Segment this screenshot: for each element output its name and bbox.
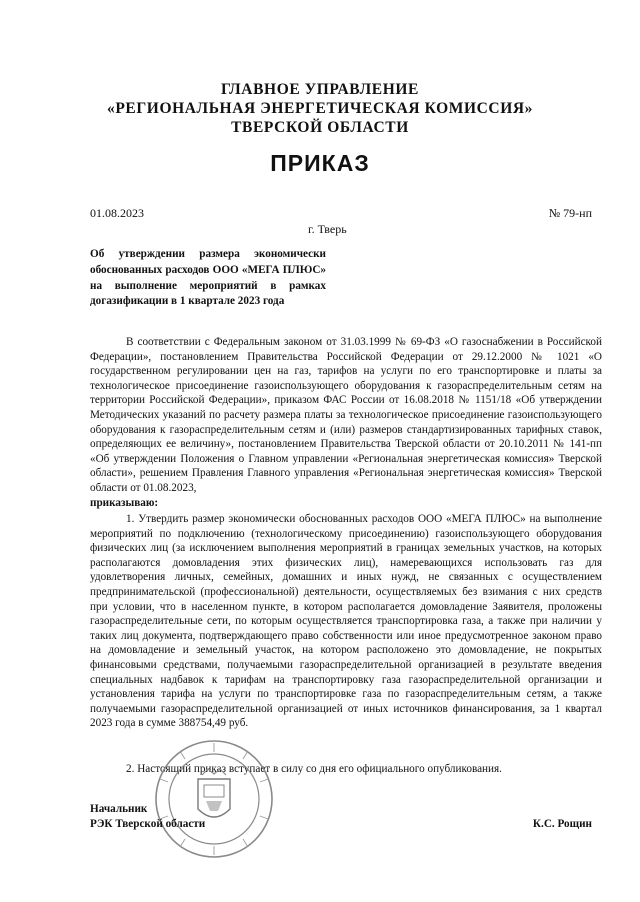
order-date: 01.08.2023 xyxy=(90,206,144,220)
org-name-line-2: «РЕГИОНАЛЬНАЯ ЭНЕРГЕТИЧЕСКАЯ КОМИССИЯ» xyxy=(106,100,534,117)
order-city: г. Тверь xyxy=(308,222,347,236)
order-directive-word: приказываю: xyxy=(90,497,159,509)
order-item-2: 2. Настоящий приказ вступает в силу со дня его официального опубликования. xyxy=(126,763,502,775)
document-type-title: ПРИКАЗ xyxy=(270,150,370,176)
order-number: № 79-нп xyxy=(548,206,592,220)
signatory-name: К.С. Рощин xyxy=(532,818,592,830)
preamble-paragraph: В соответствии с Федеральным законом от 31.03.1999 № 69-ФЗ «О газоснабжении в Российской Федерации», постановлением Правительства Российской Федерации от 29.12.2000 № 1021 «О государственном регулировании цен на газ, тарифов на услуги по его транспортировке и платы за технологическое присоединение газоиспользующего оборудования к газораспределительным сетям на территории Российской Федерации», приказом ФАС России от 16.08.2018 № 1151/18 «Об утверждении Методических указаний по расчету размера платы за технологическое присоединение газоиспользующего оборудования к газораспределительным сетям и (или) размеров стандартизированных тарифных ставок, определяющих ее величину», постановлением Правительства Тверской области от 20.10.2011 № 141-пп «Об утверждении Положения о Главном управлении «Региональная энергетическая комиссия» Тверской области», решением Правления Главного управления «Региональная энергетическая комиссия» Тверской области от 01.08.2023, xyxy=(90,336,602,494)
signatory-position-line-1: Начальник xyxy=(90,803,148,815)
org-name-line-1: ГЛАВНОЕ УПРАВЛЕНИЕ xyxy=(221,81,419,98)
order-item-1: 1. Утвердить размер экономически обоснованных расходов ООО «МЕГА ПЛЮС» на выполнение мероприятий по подключению (технологическому присоединению) газоиспользующего оборудования физических лиц (за исключением выполнения мероприятий в границах земельных участков, на которых располагаются домовладения этих физических лиц), намеревающихся использовать газ для удовлетворения личных, семейных, домашних и иных нужд, не связанных с осуществлением предпринимательской (профессиональной) деятельности, осуществляемых без взимания с них средств при условии, что в населенном пункте, в котором располагается домовладение Заявителя, проложены газораспределительные сети, по которым осуществляется транспортировка газа, а также при наличии у таких лиц документа, подтверждающего право собственности или иное предусмотренное законом право на домовладение и земельный участок, на котором расположено это домовладение, не покрытых финансовыми средствами, получаемыми газораспределительной организацией в результате введения специальных надбавок к тарифам на транспортировку газа газораспределительной организации и установления тарифа на услуги по транспортировке газа по газораспределительным сетям, а также получаемыми газораспределительной организацией от иных источников финансирования, за 1 квартал 2023 года в сумме 388754,49 руб. xyxy=(90,513,602,730)
order-subject: Об утверждении размера экономически обоснованных расходов ООО «МЕГА ПЛЮС» на выполнение мероприятий в рамках догазификации в 1 квартале 2023 года xyxy=(90,248,326,308)
org-name-line-3: ТВЕРСКОЙ ОБЛАСТИ xyxy=(231,119,409,136)
signatory-position-line-2: РЭК Тверской области xyxy=(90,818,206,830)
official-seal-stamp xyxy=(150,735,278,863)
